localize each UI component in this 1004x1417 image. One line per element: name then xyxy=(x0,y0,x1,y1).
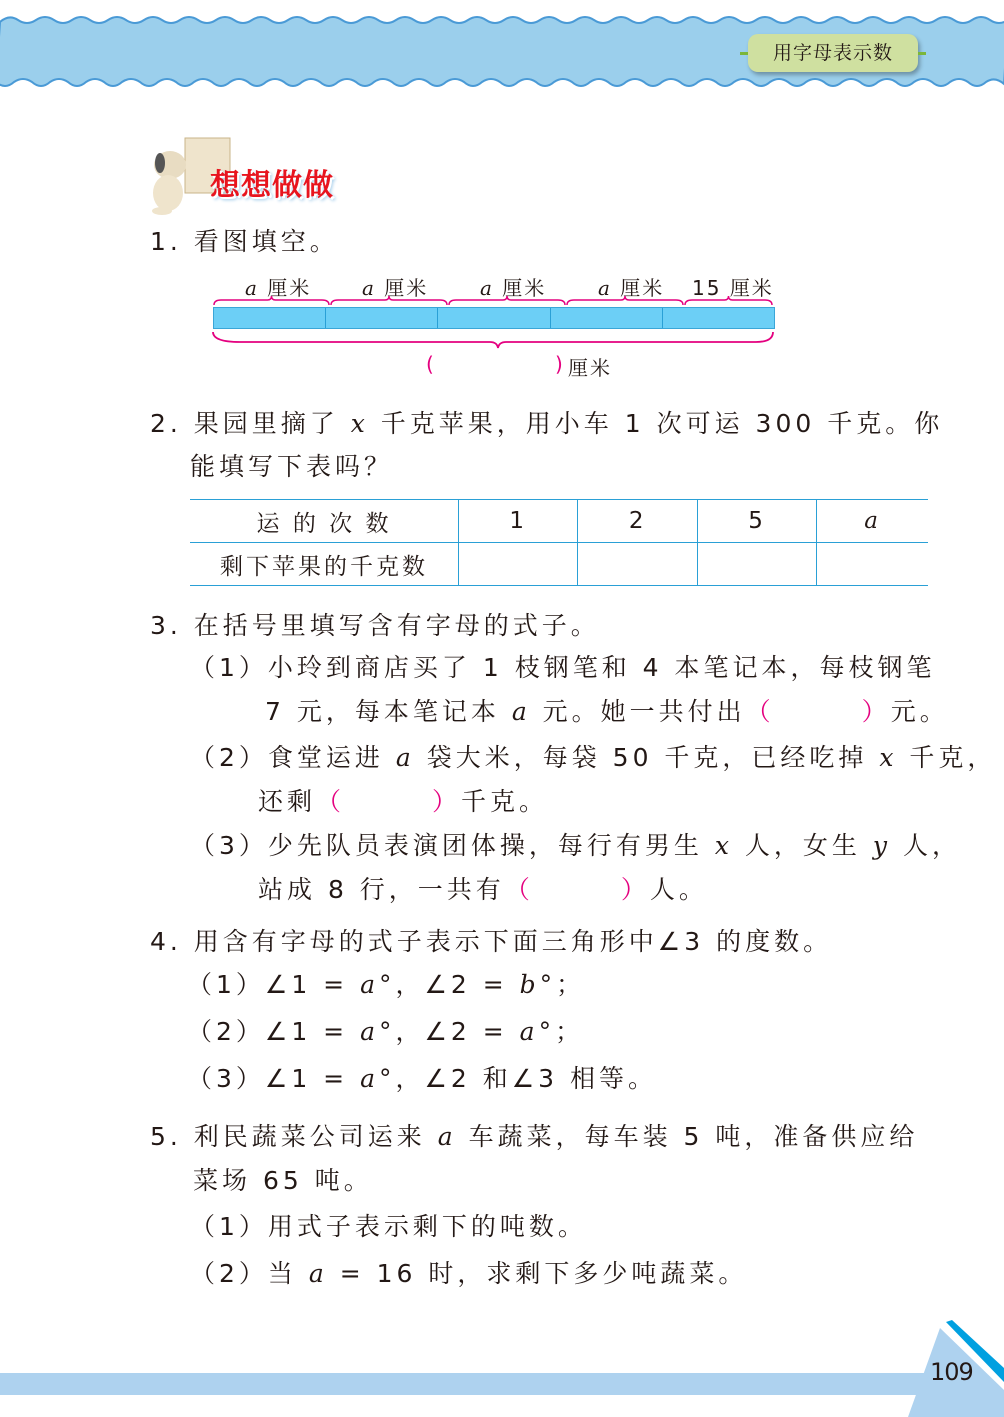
segment-brace xyxy=(331,296,447,305)
variable: x xyxy=(350,409,369,438)
total-blank-open: ( xyxy=(426,352,436,376)
segment-unit: 厘米 xyxy=(502,276,547,300)
segment-value: a xyxy=(480,276,494,300)
answer-blank[interactable]: （ ） xyxy=(745,697,891,726)
text-segment: 袋大米，每袋 50 千克，已经吃掉 xyxy=(414,743,880,772)
text-segment: °，∠2 = xyxy=(378,970,520,999)
text-line xyxy=(150,610,600,642)
text-line xyxy=(190,451,393,483)
segment-unit: 厘米 xyxy=(267,276,312,300)
text-line xyxy=(187,969,585,1001)
variable: a xyxy=(437,1122,457,1151)
q1-title: 1. 看图填空。 xyxy=(150,227,339,256)
text-segment: 还剩 xyxy=(258,787,317,816)
answer-cell[interactable] xyxy=(697,543,816,586)
table-header: 运 的 次 数 xyxy=(190,500,459,543)
table-row xyxy=(190,543,928,586)
table-header: 1 xyxy=(459,500,578,543)
text-line xyxy=(265,696,949,728)
row-label: 剩下苹果的千克数 xyxy=(190,543,459,586)
text-line xyxy=(187,1016,584,1048)
segment-brace xyxy=(214,296,329,305)
bar-segment xyxy=(551,308,663,328)
text-segment: （1）∠1 = xyxy=(187,970,361,999)
text-segment: 4. 用含有字母的式子表示下面三角形中∠3 的度数。 xyxy=(150,927,833,956)
variable: a xyxy=(511,697,531,726)
text-line xyxy=(258,786,548,818)
table-header: a xyxy=(817,500,928,543)
text-segment: °； xyxy=(539,970,586,999)
text-line xyxy=(150,1121,918,1153)
page-number: 109 xyxy=(930,1358,973,1386)
text-segment: 千克， xyxy=(897,743,997,772)
bar-segment xyxy=(326,308,438,328)
text-segment: °； xyxy=(538,1017,585,1046)
length-bar xyxy=(213,307,775,329)
variable: a xyxy=(360,970,379,999)
variable: y xyxy=(872,831,891,860)
table-row xyxy=(190,500,928,543)
text-segment: 人，女生 xyxy=(732,831,873,860)
text-line xyxy=(190,1211,587,1243)
table-header: 2 xyxy=(578,500,697,543)
variable: x xyxy=(714,831,733,860)
text-segment: 5. 利民蔬菜公司运来 xyxy=(150,1122,438,1151)
segment-value: 15 xyxy=(692,276,722,300)
text-line xyxy=(258,874,708,906)
text-segment: 2. 果园里摘了 xyxy=(150,409,351,438)
segment-brace xyxy=(685,296,772,305)
text-segment: （3）∠1 = xyxy=(187,1064,361,1093)
text-line xyxy=(187,1063,657,1095)
segment-brace xyxy=(567,296,683,305)
footer-bar xyxy=(0,1373,930,1395)
total-unit: 厘米 xyxy=(568,356,612,380)
variable: a xyxy=(308,1259,328,1288)
bar-segment xyxy=(663,308,774,328)
chapter-tag: 用字母表示数 xyxy=(748,34,918,72)
text-segment: 7 元，每本笔记本 xyxy=(265,697,512,726)
segment-value: a xyxy=(598,276,612,300)
text-line xyxy=(150,408,943,440)
variable: a xyxy=(395,743,415,772)
text-segment: 元。她一共付出 xyxy=(530,697,746,726)
text-line xyxy=(190,652,936,684)
text-segment: °，∠2 = xyxy=(378,1017,520,1046)
segment-braces xyxy=(0,0,1004,400)
segment-brace xyxy=(449,296,565,305)
text-segment: 人， xyxy=(891,831,961,860)
text-segment: （1）用式子表示剩下的吨数。 xyxy=(190,1212,587,1241)
variable: a xyxy=(360,1064,379,1093)
answer-cell[interactable] xyxy=(578,543,697,586)
bar-segment xyxy=(214,308,326,328)
text-segment: 人。 xyxy=(649,875,708,904)
answer-cell[interactable] xyxy=(459,543,578,586)
total-blank-close: ) xyxy=(555,352,565,376)
text-line xyxy=(190,742,996,774)
text-segment: °，∠2 和∠3 相等。 xyxy=(378,1064,658,1093)
text-segment: 能填写下表吗？ xyxy=(190,452,394,481)
text-segment: = 16 时，求剩下多少吨蔬菜。 xyxy=(327,1259,748,1288)
text-line xyxy=(190,1258,747,1290)
answer-blank[interactable]: （ ） xyxy=(316,787,462,816)
text-segment: 千克。 xyxy=(461,787,549,816)
text-segment: 站成 8 行，一共有 xyxy=(258,875,505,904)
variable: b xyxy=(519,970,540,999)
segment-unit: 厘米 xyxy=(729,276,774,300)
segment-unit: 厘米 xyxy=(384,276,429,300)
text-segment: （1）小玲到商店买了 1 枝钢笔和 4 本笔记本，每枝钢笔 xyxy=(190,653,936,682)
answer-cell[interactable] xyxy=(817,543,928,586)
segment-unit: 厘米 xyxy=(620,276,665,300)
answer-blank[interactable]: （ ） xyxy=(504,875,650,904)
table-header: 5 xyxy=(697,500,816,543)
text-segment: 元。 xyxy=(890,697,949,726)
variable: a xyxy=(360,1017,379,1046)
text-segment: 千克苹果，用小车 1 次可运 300 千克。你 xyxy=(368,409,944,438)
section-title: 想想做做 xyxy=(210,168,334,203)
text-segment: （2）当 xyxy=(190,1259,309,1288)
text-segment: （2）∠1 = xyxy=(187,1017,361,1046)
text-segment: （3）少先队员表演团体操，每行有男生 xyxy=(190,831,715,860)
variable: a xyxy=(519,1017,539,1046)
segment-value: a xyxy=(362,276,376,300)
text-line xyxy=(190,830,961,862)
segment-value: a xyxy=(245,276,259,300)
text-segment: 菜场 65 吨。 xyxy=(193,1166,373,1195)
bar-segment xyxy=(438,308,550,328)
text-segment: （2）食堂运进 xyxy=(190,743,396,772)
text-line xyxy=(193,1165,373,1197)
apple-table xyxy=(190,499,928,586)
variable: x xyxy=(879,743,898,772)
text-segment: 3. 在括号里填写含有字母的式子。 xyxy=(150,611,600,640)
text-line xyxy=(150,926,832,958)
text-segment: 车蔬菜，每车装 5 吨，准备供应给 xyxy=(456,1122,919,1151)
